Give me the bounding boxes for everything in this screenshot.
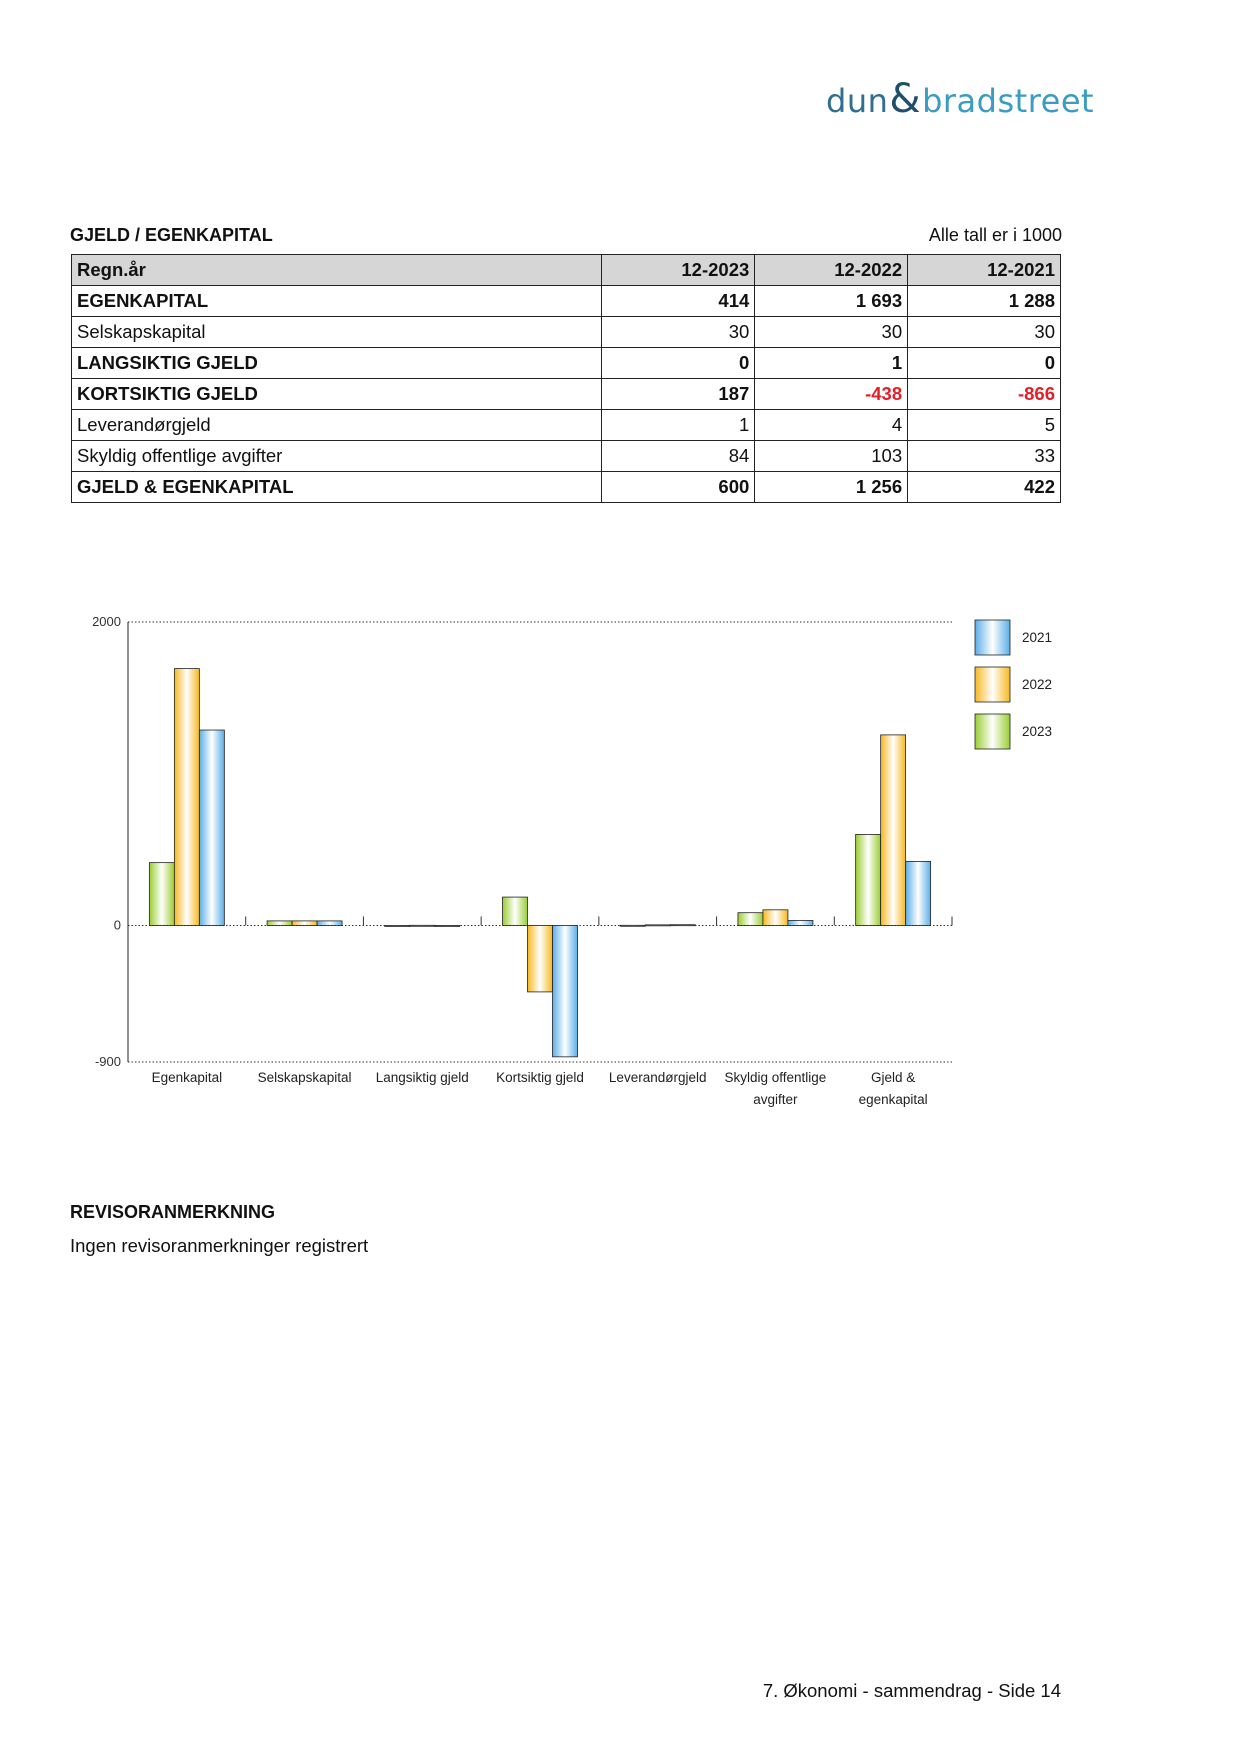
row-value: 103 (755, 441, 908, 472)
row-value: 187 (602, 379, 755, 410)
legend-swatch-2021 (975, 620, 1010, 655)
section-title: GJELD / EGENKAPITAL (70, 225, 273, 245)
bar-2021 (317, 921, 342, 926)
row-label: KORTSIKTIG GJELD (72, 379, 602, 410)
row-value: -438 (755, 379, 908, 410)
bar-2022 (763, 910, 788, 926)
logo-text-bradstreet: bradstreet (922, 82, 1095, 120)
legend-swatch-2023 (975, 714, 1010, 749)
bar-2021 (199, 730, 224, 925)
row-value: 30 (908, 317, 1061, 348)
debt-equity-table (71, 254, 1061, 503)
row-value: 1 693 (755, 286, 908, 317)
bar-2021 (553, 925, 578, 1056)
row-label: Leverandørgjeld (72, 410, 602, 441)
row-value: 4 (755, 410, 908, 441)
category-label: avgifter (753, 1092, 798, 1107)
row-value: 0 (602, 348, 755, 379)
bar-2023 (738, 913, 763, 926)
row-value: 84 (602, 441, 755, 472)
table-row (72, 441, 1061, 472)
row-value: 1 (602, 410, 755, 441)
table-row (72, 379, 1061, 410)
bar-2021 (788, 920, 813, 925)
category-label: Egenkapital (151, 1070, 223, 1085)
y-tick-label: 0 (113, 917, 121, 933)
row-label: Selskapskapital (72, 317, 602, 348)
table-row (72, 472, 1061, 503)
audit-text: Ingen revisoranmerkninger registrert (70, 1235, 369, 1256)
row-value: 5 (908, 410, 1061, 441)
header-year: 12-2023 (602, 255, 755, 286)
header-year: 12-2021 (908, 255, 1061, 286)
category-label: Leverandørgjeld (608, 1070, 707, 1085)
bar-2021 (435, 925, 460, 926)
legend-label: 2022 (1022, 677, 1053, 692)
header-year: 12-2022 (755, 255, 908, 286)
legend-swatch-2022 (975, 667, 1010, 702)
bar-2022 (645, 925, 670, 926)
y-tick-label: -900 (94, 1054, 121, 1069)
unit-note: Alle tall er i 1000 (928, 225, 1062, 245)
debt-equity-bar-chart (0, 580, 1241, 1120)
table-header-row (72, 255, 1061, 286)
bar-2023 (385, 925, 410, 926)
bar-2022 (528, 925, 553, 991)
table-row (72, 410, 1061, 441)
row-value: 33 (908, 441, 1061, 472)
bar-2023 (503, 897, 528, 925)
row-value: 1 (755, 348, 908, 379)
logo-ampersand: & (889, 76, 922, 122)
legend-label: 2021 (1022, 630, 1053, 645)
row-value: -866 (908, 379, 1061, 410)
bar-2022 (174, 669, 199, 926)
bar-2023 (267, 921, 292, 926)
row-value: 30 (755, 317, 908, 348)
page-footer: 7. Økonomi - sammendrag - Side 14 (762, 1680, 1061, 1701)
category-label: Langsiktig gjeld (375, 1070, 469, 1085)
category-label: Selskapskapital (257, 1070, 352, 1085)
dun-bradstreet-logo (826, 78, 1094, 124)
audit-title: REVISORANMERKNING (70, 1202, 276, 1222)
row-value: 1 288 (908, 286, 1061, 317)
row-value: 1 256 (755, 472, 908, 503)
category-label: egenkapital (858, 1092, 928, 1107)
row-label: Skyldig offentlige avgifter (72, 441, 602, 472)
bar-2021 (906, 861, 931, 925)
legend-label: 2023 (1022, 724, 1053, 739)
table-row (72, 348, 1061, 379)
bar-2022 (881, 735, 906, 926)
bar-2023 (149, 863, 174, 926)
category-label: Kortsiktig gjeld (496, 1070, 584, 1085)
row-value: 0 (908, 348, 1061, 379)
row-value: 30 (602, 317, 755, 348)
row-value: 600 (602, 472, 755, 503)
logo-text-dun: dun (826, 82, 889, 120)
bar-2023 (620, 925, 645, 926)
bar-2022 (410, 925, 435, 926)
bar-2023 (856, 834, 881, 925)
row-label: GJELD & EGENKAPITAL (72, 472, 602, 503)
table-row (72, 317, 1061, 348)
row-label: EGENKAPITAL (72, 286, 602, 317)
bar-2022 (292, 921, 317, 926)
y-tick-label: 2000 (92, 614, 121, 629)
row-value: 422 (908, 472, 1061, 503)
category-label: Gjeld & (871, 1070, 916, 1085)
row-value: 414 (602, 286, 755, 317)
bar-2021 (670, 925, 695, 926)
category-label: Skyldig offentlige (724, 1070, 827, 1085)
row-label: LANGSIKTIG GJELD (72, 348, 602, 379)
header-label: Regn.år (72, 255, 602, 286)
table-row (72, 286, 1061, 317)
